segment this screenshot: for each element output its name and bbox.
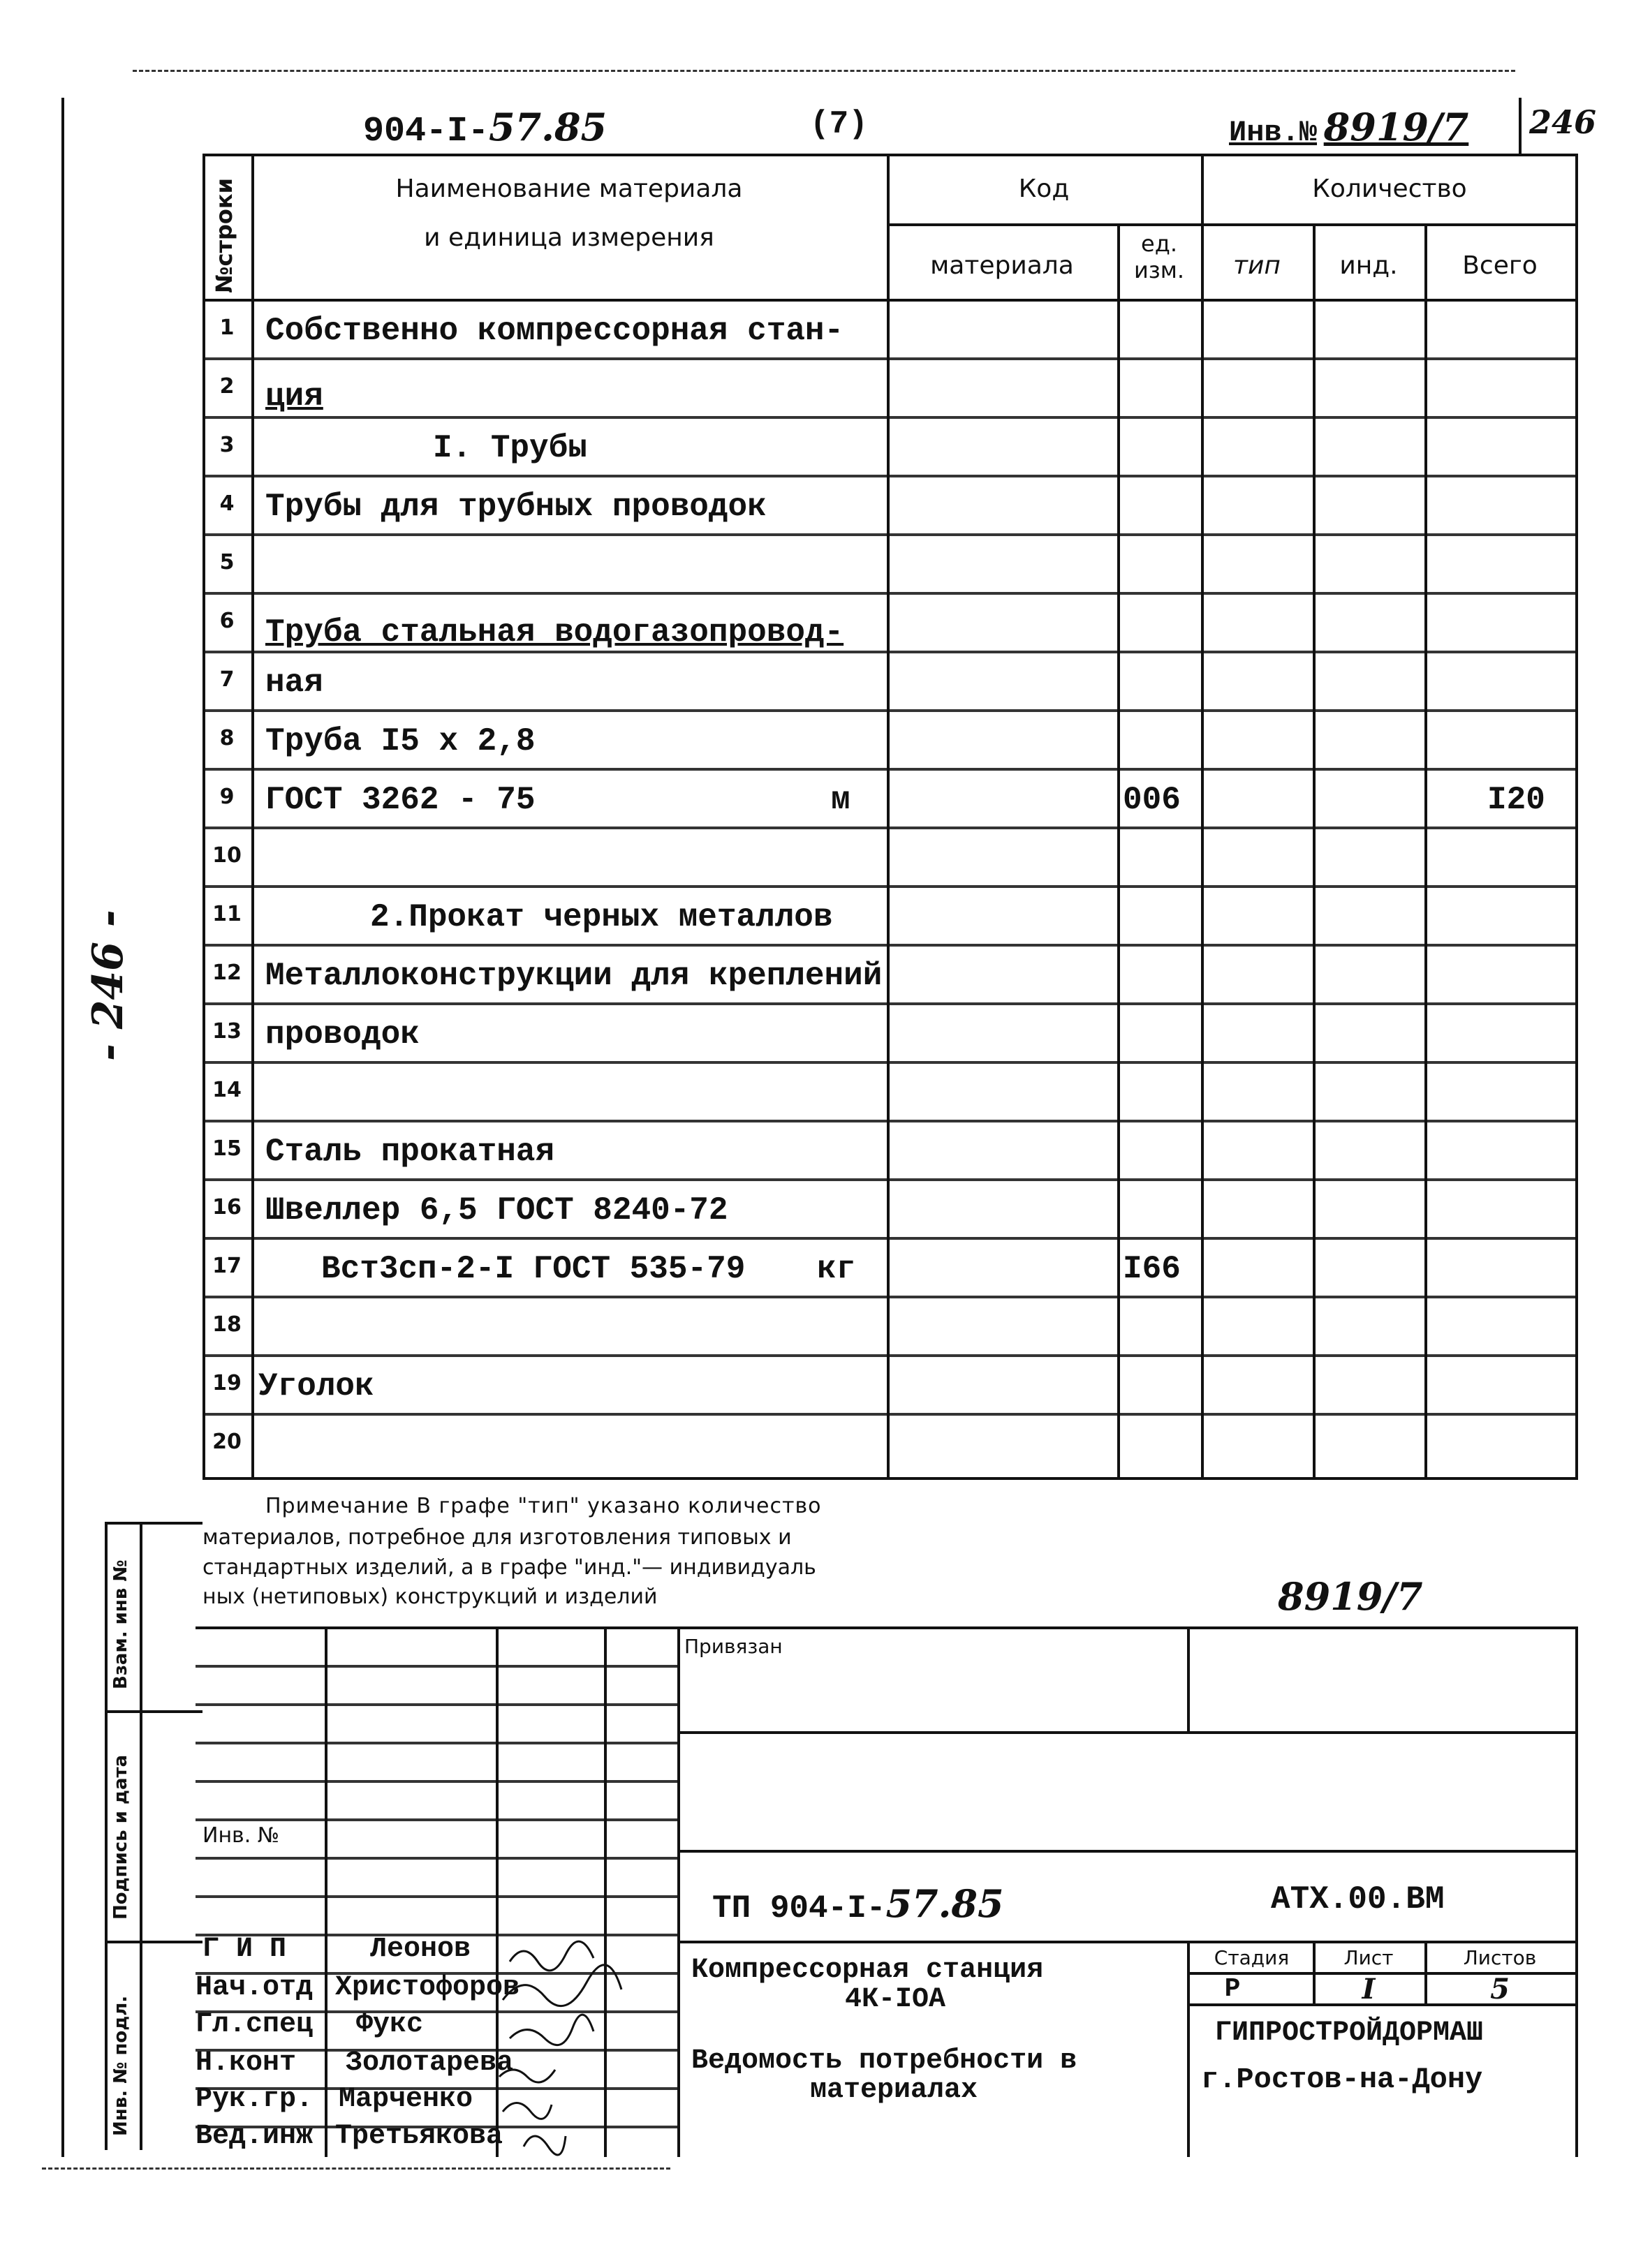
- doc-title-line1: Компрессорная станция: [691, 1955, 1044, 1986]
- header-row-number: №строки: [211, 177, 237, 293]
- doc-title-line2: 4К-IОА: [845, 1984, 946, 2015]
- row-unit: кг: [817, 1251, 856, 1287]
- signature-scribbles: [496, 1934, 677, 2157]
- header-total: Всего: [1462, 251, 1538, 280]
- row-text: I. Трубы: [433, 430, 587, 466]
- stage-value: Р: [1224, 1974, 1241, 2004]
- note-line2: материалов, потребное для изготовления типовых и: [202, 1525, 792, 1550]
- stamp-inv-label: Инв. №: [202, 1823, 280, 1848]
- note-line3: стандартных изделий, а в графе "инд."— индивидуаль: [202, 1555, 816, 1580]
- stamp-doc-code-handwritten: 57.85: [885, 1881, 1004, 1926]
- signature-role: Рук.гр.: [196, 2084, 314, 2115]
- page-number: 246: [1529, 103, 1597, 141]
- header-unit-line1: ед.: [1141, 230, 1177, 257]
- sheet-value: I: [1362, 1973, 1376, 2006]
- row-number: 5: [219, 550, 235, 575]
- row-text: ная: [265, 665, 323, 701]
- row-number: 10: [212, 843, 242, 868]
- row-number: 3: [219, 433, 235, 457]
- row-number: 18: [212, 1312, 242, 1337]
- header-unit-line2: изм.: [1133, 257, 1185, 283]
- header-name-line2: и единица измерения: [424, 223, 714, 252]
- row-number: 9: [219, 785, 235, 809]
- note-line1: [265, 1494, 822, 1518]
- row-number: 7: [219, 667, 235, 692]
- row-text: Труба стальная водогазопровод-: [265, 614, 844, 651]
- header-individual: инд.: [1339, 251, 1398, 280]
- title-block: [196, 1626, 1578, 2157]
- signature-name: Фукс: [356, 2009, 424, 2040]
- stamp-doc-code-printed: ТП 904-I-: [712, 1890, 886, 1927]
- row-number: 11: [212, 902, 242, 926]
- signature-role: Г И П: [202, 1934, 287, 1965]
- row-text: 2.Прокат черных металлов: [370, 899, 833, 935]
- doc-code: [363, 105, 607, 151]
- row-number: 1: [219, 316, 235, 340]
- signature-role: Вед.инж: [196, 2121, 314, 2152]
- row-number: 15: [212, 1136, 242, 1161]
- top-dashed-rule: [133, 70, 1515, 74]
- stage-label: Стадия: [1214, 1946, 1290, 1969]
- row-number: 17: [212, 1254, 242, 1278]
- doc-title-line3: Ведомость потребности в: [691, 2045, 1077, 2077]
- doc-title-line4: материалах: [810, 2075, 978, 2106]
- sheet-label: Лист: [1343, 1946, 1394, 1969]
- row-number: 14: [212, 1078, 242, 1102]
- sheets-value: 5: [1490, 1973, 1510, 2006]
- side-label-vzam: Взам. инв №: [110, 1559, 131, 1689]
- signature-name: Золотарева: [346, 2047, 514, 2079]
- signature-name: Леонов: [370, 1934, 471, 1965]
- signature-role: Н.конт: [196, 2047, 297, 2079]
- privyazan-label: Привязан: [684, 1635, 783, 1658]
- page-number-divider: [1519, 98, 1522, 154]
- row-number: 2: [219, 374, 235, 399]
- row-number: 16: [212, 1195, 242, 1220]
- header-material: материала: [930, 251, 1074, 280]
- row-text: Труба I5 х 2,8: [265, 723, 536, 759]
- row-number: 12: [212, 961, 242, 985]
- row-text: Швеллер 6,5 ГОСТ 8240-72: [265, 1192, 728, 1229]
- row-number: 8: [219, 726, 235, 750]
- sheets-label: Листов: [1463, 1946, 1537, 1969]
- stamp-doc-code: [712, 1881, 1004, 1927]
- row-unit-code: 006: [1123, 782, 1181, 818]
- row-text: ГОСТ 3262 - 75: [265, 782, 536, 818]
- sheet-left-border: [61, 98, 64, 2157]
- header-quantity: Количество: [1312, 175, 1467, 203]
- inv-label: Инв.№: [1229, 116, 1318, 149]
- row-total: I20: [1487, 782, 1545, 818]
- signature-role: Нач.отд: [196, 1972, 314, 2003]
- note-inv-handwritten: 8919/7: [1278, 1574, 1423, 1619]
- note-line4: ных (нетиповых) конструкций и изделий: [202, 1585, 658, 1609]
- row-text: Собственно компрессорная стан-: [265, 313, 844, 349]
- row-text: ция: [265, 378, 323, 415]
- row-number: 19: [212, 1371, 242, 1395]
- row-number: 6: [219, 609, 235, 633]
- row-number: 20: [212, 1430, 242, 1454]
- row-number: 13: [212, 1019, 242, 1044]
- signature-name: Марченко: [339, 2084, 473, 2115]
- organization-name: ГИПРОСТРОЙДОРМАШ: [1215, 2017, 1484, 2049]
- materials-table: [202, 154, 1578, 1480]
- row-number: 4: [219, 491, 235, 516]
- side-label-inv-podl: Инв. № подл.: [110, 1995, 131, 2136]
- signature-role: Гл.спец: [196, 2009, 314, 2040]
- row-text: Вст3сп-2-I ГОСТ 535-79: [321, 1251, 746, 1287]
- row-text: Металлоконструкции для креплений: [265, 958, 883, 994]
- row-text: Сталь прокатная: [265, 1134, 555, 1170]
- inventory-number: [1229, 105, 1468, 149]
- inv-number-handwritten: 8919/7: [1323, 105, 1469, 149]
- signature-name: Третьякова: [335, 2121, 503, 2152]
- header-type: тип: [1233, 251, 1281, 280]
- row-text: Трубы для трубных проводок: [265, 489, 767, 525]
- header-name-line1: Наименование материала: [395, 175, 743, 203]
- bottom-rule: [42, 2167, 670, 2172]
- margin-page-note: - 246 -: [84, 910, 133, 1061]
- signature-name: Христофоров: [335, 1972, 520, 2003]
- doc-code-printed: 904-I-: [363, 112, 489, 151]
- doc-code-handwritten: 57.85: [489, 105, 607, 149]
- stamp-doc-mark: АТХ.00.ВМ: [1271, 1881, 1445, 1918]
- note-text-1: Примечание В графе "тип" указано количество: [265, 1494, 822, 1518]
- header-code: Код: [1018, 175, 1070, 203]
- organization-city: г.Ростов-на-Дону: [1201, 2063, 1483, 2096]
- row-text: Уголок: [258, 1368, 374, 1404]
- sheet-marker: (7): [810, 106, 868, 142]
- row-unit-code: I66: [1123, 1251, 1181, 1287]
- row-text: проводок: [265, 1016, 420, 1053]
- row-unit: м: [831, 782, 850, 818]
- side-label-signature: Подпись и дата: [110, 1754, 131, 1920]
- side-label-column: [105, 1522, 202, 2150]
